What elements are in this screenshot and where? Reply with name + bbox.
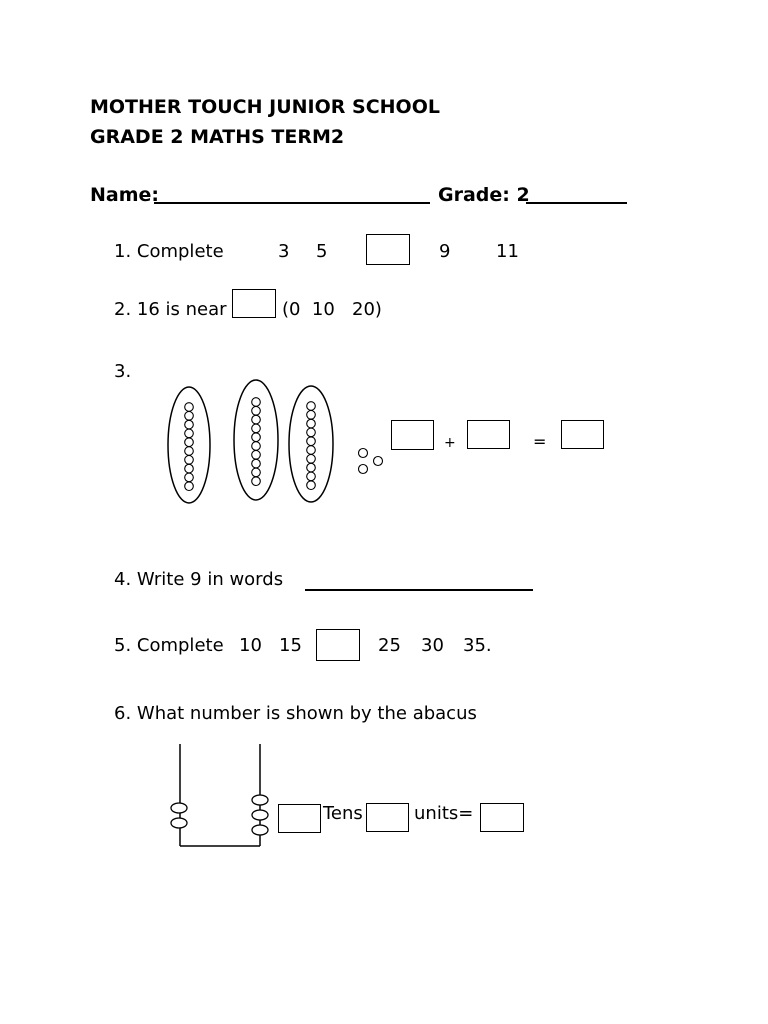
q3-plus-sign: + [444,435,456,451]
q1-label: 1. Complete [114,241,224,262]
q1-value: 11 [496,241,519,262]
q6-tens-label: Tens [323,803,363,824]
q6-label: 6. What number is shown by the abacus [114,703,477,724]
abacus-bead [252,810,268,820]
q5-value: 35. [463,635,492,656]
school-title: MOTHER TOUCH JUNIOR SCHOOL [90,96,440,118]
q6-units-box[interactable] [366,803,409,832]
q2-options: (0 10 20) [282,299,382,320]
q6-units-label: units= [414,803,474,824]
q1-value: 9 [439,241,451,262]
q5-label: 5. Complete [114,635,224,656]
q3-equals-sign: = [533,432,547,451]
name-label: Name: [90,184,160,206]
abacus-bead [252,795,268,805]
q5-value: 25 [378,635,401,656]
q5-value: 10 [239,635,262,656]
q1-value: 3 [278,241,290,262]
q5-value: 30 [421,635,444,656]
q6-total-box[interactable] [480,803,524,832]
q6-tens-box[interactable] [278,804,321,833]
q3-label: 3. [114,361,132,382]
abacus-bead [171,818,187,828]
q2-label: 2. 16 is near [114,299,227,320]
q1-value: 5 [316,241,328,262]
q4-label: 4. Write 9 in words [114,569,284,590]
q5-value: 15 [279,635,302,656]
grade-label: Grade: 2 [438,184,530,206]
abacus-bead [171,803,187,813]
worksheet-subtitle: GRADE 2 MATHS TERM2 [90,126,345,148]
abacus-bead [252,825,268,835]
